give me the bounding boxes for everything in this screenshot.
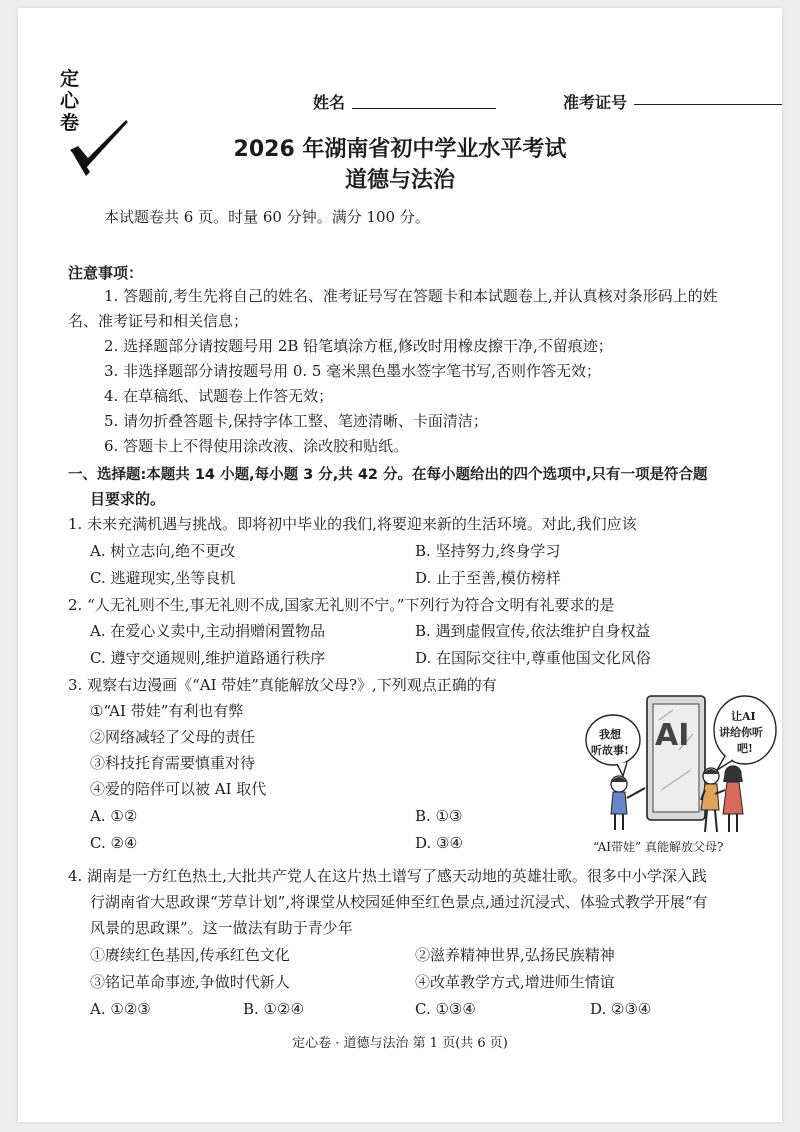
logo-char: 定	[60, 68, 80, 90]
q4-statement: ①赓续红色基因,传承红色文化	[90, 946, 290, 964]
question-4-stem: 4. 湖南是一方红色热土,大批共产党人在这片热土谱写了感天动地的英雄壮歌。很多中小学深入践	[68, 867, 707, 885]
exam-id-field[interactable]	[634, 104, 782, 105]
section-heading-cont: 目要求的。	[90, 490, 166, 508]
exam-title: 2026 年湖南省初中学业水平考试	[233, 137, 567, 162]
q3-statement: ②网络减轻了父母的责任	[90, 728, 256, 746]
notice-item: 1. 答题前,考生先将自己的姓名、准考证号写在答题卡和本试题卷上,并认真核对条形码上的姓	[104, 287, 718, 305]
q2-option-d[interactable]: D. 在国际交往中,尊重他国文化风俗	[415, 649, 651, 667]
cartoon-caption: “AI带娃” 真能解放父母?	[593, 840, 724, 854]
q3-statement: ①“AI 带娃”有利也有弊	[90, 702, 244, 720]
q4-option-b[interactable]: B. ①②④	[243, 1000, 304, 1018]
q3-option-d[interactable]: D. ③④	[415, 834, 463, 852]
notice-item: 2. 选择题部分请按题号用 2B 铅笔填涂方框,修改时用橡皮擦干净,不留痕迹；	[104, 337, 613, 355]
question-4-stem-cont: 风景的思政课”。这一做法有助于青少年	[90, 919, 353, 937]
name-field[interactable]	[352, 108, 496, 109]
section-heading: 一、选择题:本题共 14 小题,每小题 3 分,共 42 分。在每小题给出的四个选项中,只有一项是符合题	[68, 467, 708, 483]
q4-statement: ③铭记革命事迹,争做时代新人	[90, 973, 290, 991]
q4-option-a[interactable]: A. ①②③	[90, 1000, 151, 1018]
q1-option-d[interactable]: D. 止于至善,模仿榜样	[415, 569, 561, 587]
exam-id-label: 准考证号	[563, 93, 628, 112]
exam-intro: 本试题卷共 6 页。时量 60 分钟。满分 100 分。	[104, 208, 430, 226]
q1-option-b[interactable]: B. 坚持努力,终身学习	[415, 542, 561, 560]
name-label: 姓名	[313, 93, 346, 112]
parent-speech: 讲给你听	[719, 726, 763, 739]
notice-item: 6. 答题卡上不得使用涂改液、涂改胶和贴纸。	[104, 437, 409, 455]
notice-item: 4. 在草稿纸、试题卷上作答无效；	[104, 387, 334, 405]
page-footer: 定心卷 · 道德与法治 第 1 页(共 6 页)	[292, 1036, 508, 1051]
question-1-stem: 1. 未来充满机遇与挑战。即将初中毕业的我们,将要迎来新的生活环境。对此,我们应该	[68, 515, 637, 533]
q2-option-c[interactable]: C. 遵守交通规则,维护道路通行秩序	[90, 649, 326, 667]
q4-option-d[interactable]: D. ②③④	[590, 1000, 652, 1018]
notice-item: 名、准考证号和相关信息；	[68, 312, 249, 330]
q3-option-b[interactable]: B. ①③	[415, 807, 463, 825]
q4-option-c[interactable]: C. ①③④	[415, 1000, 476, 1018]
question-4-stem-cont: 行湖南省大思政课“芳草计划”,将课堂从校园延伸至红色景点,通过沉浸式、体验式教学开展“有	[90, 893, 708, 911]
q1-option-c[interactable]: C. 逃避现实,坐等良机	[90, 569, 236, 587]
tablet-screen-text: AI	[655, 718, 690, 753]
ai-babysitting-cartoon	[583, 690, 779, 840]
child-speech: 我想	[599, 728, 621, 741]
question-2-stem: 2. “人无礼则不生,事无礼则不成,国家无礼则不宁。”下列行为符合文明有礼要求的是	[68, 596, 615, 614]
q3-statement: ④爱的陪伴可以被 AI 取代	[90, 780, 267, 798]
logo-char: 心	[60, 90, 80, 112]
q3-option-a[interactable]: A. ①②	[90, 807, 138, 825]
q2-option-a[interactable]: A. 在爱心义卖中,主动捐赠闲置物品	[90, 622, 326, 640]
q1-option-a[interactable]: A. 树立志向,绝不更改	[90, 542, 236, 560]
notice-heading: 注意事项：	[68, 264, 144, 282]
notice-item: 5. 请勿折叠答题卡,保持字体工整、笔迹清晰、卡面清洁；	[104, 412, 488, 430]
q3-option-c[interactable]: C. ②④	[90, 834, 138, 852]
notice-item: 3. 非选择题部分请按题号用 0. 5 毫米黑色墨水签字笔书写,否则作答无效；	[104, 362, 602, 380]
q4-statement: ④改革教学方式,增进师生情谊	[415, 973, 615, 991]
q3-statement: ③科技托育需要慎重对待	[90, 754, 256, 772]
child-speech: 听故事!	[591, 744, 629, 757]
question-3-stem: 3. 观察右边漫画《“AI 带娃”真能解放父母?》,下列观点正确的有	[68, 676, 497, 694]
parent-speech: 让AI	[731, 710, 756, 723]
parent-speech: 吧!	[737, 742, 753, 755]
q4-statement: ②滋养精神世界,弘扬民族精神	[415, 946, 615, 964]
subject-title: 道德与法治	[344, 168, 455, 193]
logo-char: 卷	[60, 112, 80, 134]
q2-option-b[interactable]: B. 遇到虚假宣传,依法维护自身权益	[415, 622, 651, 640]
